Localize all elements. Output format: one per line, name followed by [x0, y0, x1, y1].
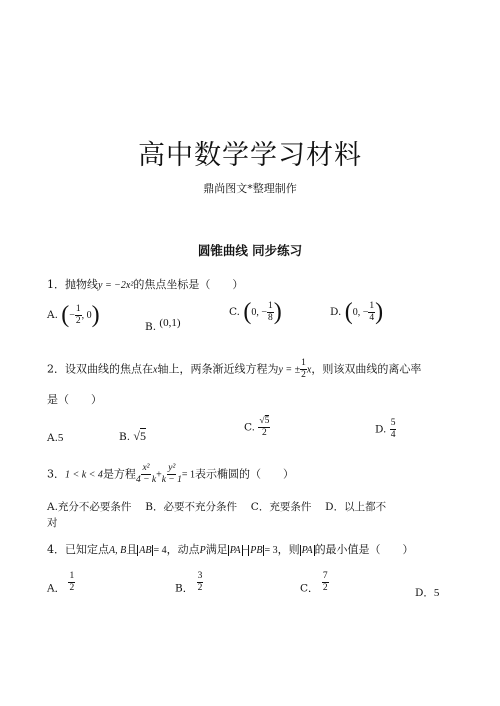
q2-option-c: C. $\frac{√5}{2}$ — [244, 416, 270, 438]
q4-option-d: D．5 — [415, 587, 440, 599]
question-4: 4．已知定点A, B且 AB = 4，动点P满足 PA − PB = 3，则 PA 的最小值是（ ） — [47, 543, 414, 556]
document-title: 高中数学学习材料 — [138, 140, 362, 171]
q4-option-b: B． $\frac{3}{2}$ — [175, 571, 203, 595]
q3-options-line-2: 对 — [47, 517, 58, 529]
q3-options: A.充分不必要条件 B．必要不充分条件 C．充要条件 D．以上都不 — [47, 501, 387, 513]
q1-formula: y = −2x² — [98, 280, 134, 291]
q1-option-d: D. (0, − $\frac{1}{4}$ ) — [330, 299, 384, 325]
question-2-line-2: 是（ ） — [47, 393, 102, 406]
q2-option-b: B. √5 — [119, 429, 146, 443]
q1-option-c: C. (0, − $\frac{1}{8}$ ) — [229, 299, 282, 325]
question-3: 3．1 < k < 4是方程 $\frac{\text{x²}}{4 - k}$ + $\frac{\text{y²}}{k - 1}$ = 1表示椭圆的（ ） — [47, 463, 294, 485]
q1-option-a: A. (− $\frac{1}{2}$ , 0) — [47, 302, 100, 328]
q2-option-a: A.5 — [47, 432, 64, 444]
question-2: 2．设双曲线的焦点在x轴上，两条渐近线方程为y = ± $\frac{1}{2}$ x，则该双曲线的离心率 — [47, 358, 422, 380]
q1-option-b: B. (0,1) — [145, 317, 181, 333]
document-subtitle: 鼎尚图文*整理制作 — [203, 182, 297, 195]
q4-option-a: A． $\frac{1}{2}$ — [47, 571, 75, 595]
section-title: 圆锥曲线 同步练习 — [197, 243, 303, 258]
q4-option-c: C． $\frac{7}{2}$ — [300, 571, 328, 595]
q2-option-d: D. $\frac{5}{4}$ — [375, 418, 396, 440]
question-1: 1．抛物线y = −2x²的焦点坐标是（ ） — [47, 278, 244, 291]
